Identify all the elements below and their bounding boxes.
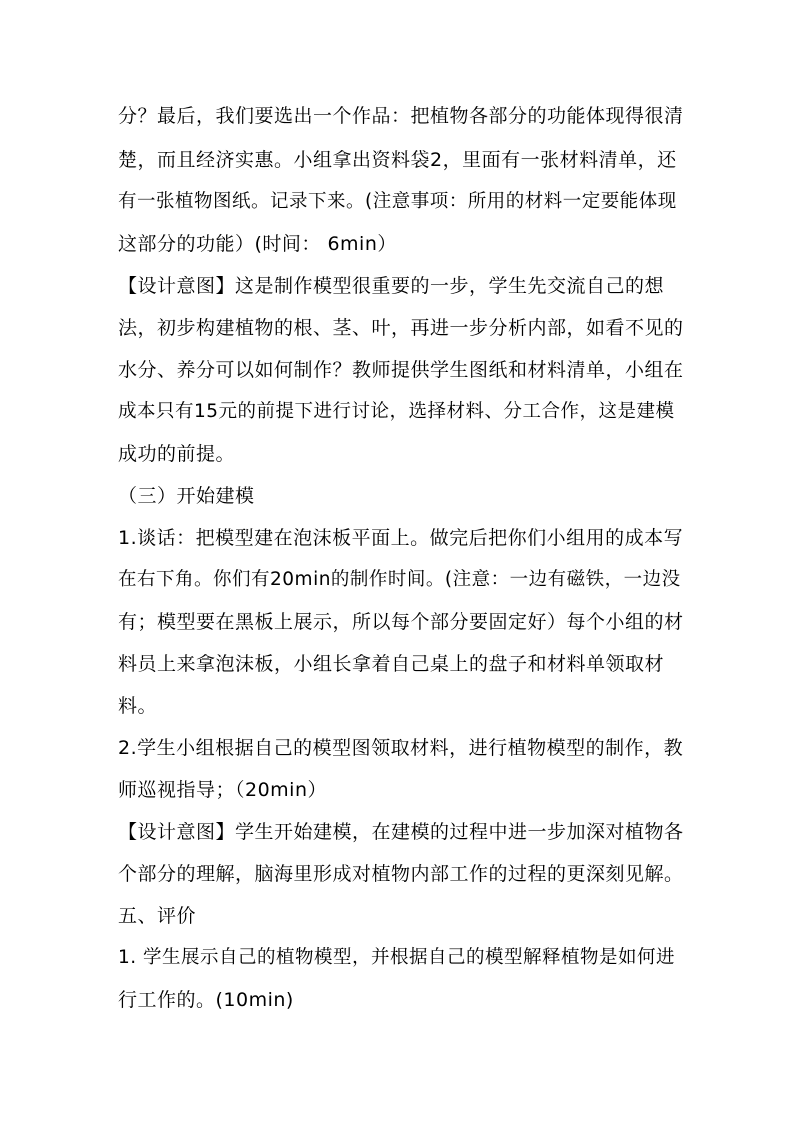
text-line: 【设计意图】学生开始建模，在建模的过程中进一步加深对植物各 [118, 821, 684, 843]
text-line: 2.学生小组根据自己的模型图领取材料，进行植物模型的制作，教 [118, 737, 684, 759]
section-heading: 五、评价 [118, 905, 197, 927]
text-line: 料。 [118, 695, 158, 717]
text-line: 成功的前提。 [118, 443, 236, 465]
text-line: 在右下角。你们有20min的制作时间。(注意：一边有磁铁，一边没 [118, 569, 681, 590]
text-line: 有；模型要在黑板上展示，所以每个部分要固定好）每个小组的材 [118, 611, 684, 633]
text-line: 有一张植物图纸。记录下来。(注意事项：所用的材料一定要能体现 [118, 191, 677, 212]
text-line: 料员上来拿泡沫板，小组长拿着自己桌上的盘子和材料单领取材 [118, 653, 665, 675]
text-line: 【设计意图】这是制作模型很重要的一步，学生先交流自己的想 [118, 275, 665, 297]
text-line: 法，初步构建植物的根、茎、叶，再进一步分析内部，如看不见的 [118, 317, 684, 339]
text-line: 这部分的功能）(时间： 6min） [118, 233, 397, 255]
text-line: 1. 学生展示自己的植物模型，并根据自己的模型解释植物是如何进 [118, 947, 676, 968]
text-line: 楚，而且经济实惠。小组拿出资料袋2，里面有一张材料清单，还 [118, 149, 677, 171]
text-line: 水分、养分可以如何制作？教师提供学生图纸和材料清单，小组在 [118, 359, 684, 381]
text-line: 师巡视指导；（20min） [118, 779, 328, 801]
text-line: 个部分的理解，脑海里形成对植物内部工作的过程的更深刻见解。 [118, 863, 684, 885]
text-line: 1.谈话：把模型建在泡沫板平面上。做完后把你们小组用的成本写 [118, 527, 684, 549]
text-line: 分？最后，我们要选出一个作品：把植物各部分的功能体现得很清 [118, 105, 684, 127]
text-line: 成本只有15元的前提下进行讨论，选择材料、分工合作，这是建模 [118, 401, 675, 422]
text-line: 行工作的。(10min) [118, 989, 294, 1011]
section-heading: （三）开始建模 [118, 485, 255, 507]
